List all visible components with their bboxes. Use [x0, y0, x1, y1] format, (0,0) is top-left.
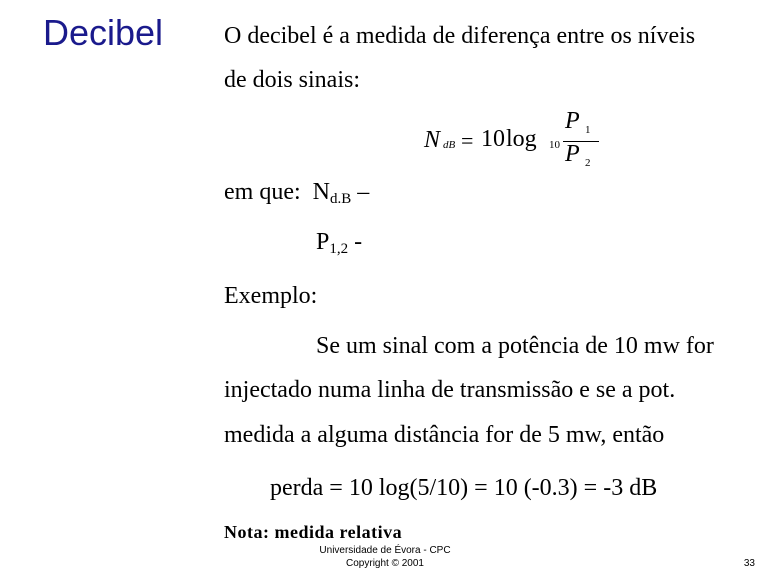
- where-n-symbol: N: [312, 179, 330, 205]
- footer-institution: Universidade de Évora - CPC: [319, 545, 451, 556]
- where-p-symbol: P: [316, 229, 330, 255]
- slide-title: Decibel: [43, 12, 164, 53]
- footer-copyright: Copyright © 2001: [346, 558, 424, 569]
- where-line-n: [224, 178, 369, 213]
- formula-log-base: 10: [549, 139, 560, 151]
- example-line-3: medida a alguma distância for de 5 mw, então: [224, 422, 665, 448]
- formula-log: log: [506, 126, 537, 152]
- where-n-dash: –: [357, 179, 370, 205]
- where-p-subscript: 1,2: [329, 241, 349, 257]
- formula-lhs: N: [424, 127, 441, 153]
- page-number: 33: [743, 558, 755, 569]
- where-p-dash: -: [354, 229, 363, 255]
- note-text: Nota: medida relativa: [224, 522, 403, 542]
- formula-denominator: P: [565, 141, 580, 167]
- formula-denominator-subscript: 2: [585, 157, 591, 169]
- example-line-2: injectado numa linha de transmissão e se a pot.: [224, 377, 676, 403]
- where-label: em que:: [224, 179, 301, 205]
- formula-numerator: P: [565, 108, 580, 134]
- formula-equals: =: [461, 128, 474, 153]
- intro-line-2: de dois sinais:: [224, 67, 360, 93]
- example-line-1: Se um sinal com a potência de 10 mw for: [316, 333, 714, 359]
- formula-numerator-subscript: 1: [585, 124, 591, 136]
- where-line-p: [316, 228, 362, 263]
- example-label: Exemplo:: [224, 283, 318, 309]
- formula-lhs-subscript: dB: [443, 139, 456, 151]
- example-calculation: perda = 10 log(5/10) = 10 (-0.3) = -3 dB: [270, 475, 658, 501]
- intro-line-1: O decibel é a medida de diferença entre os níveis: [224, 23, 696, 49]
- where-n-subscript: d.B: [329, 191, 352, 207]
- decibel-formula: [424, 108, 604, 172]
- formula-coefficient: 10: [481, 126, 505, 152]
